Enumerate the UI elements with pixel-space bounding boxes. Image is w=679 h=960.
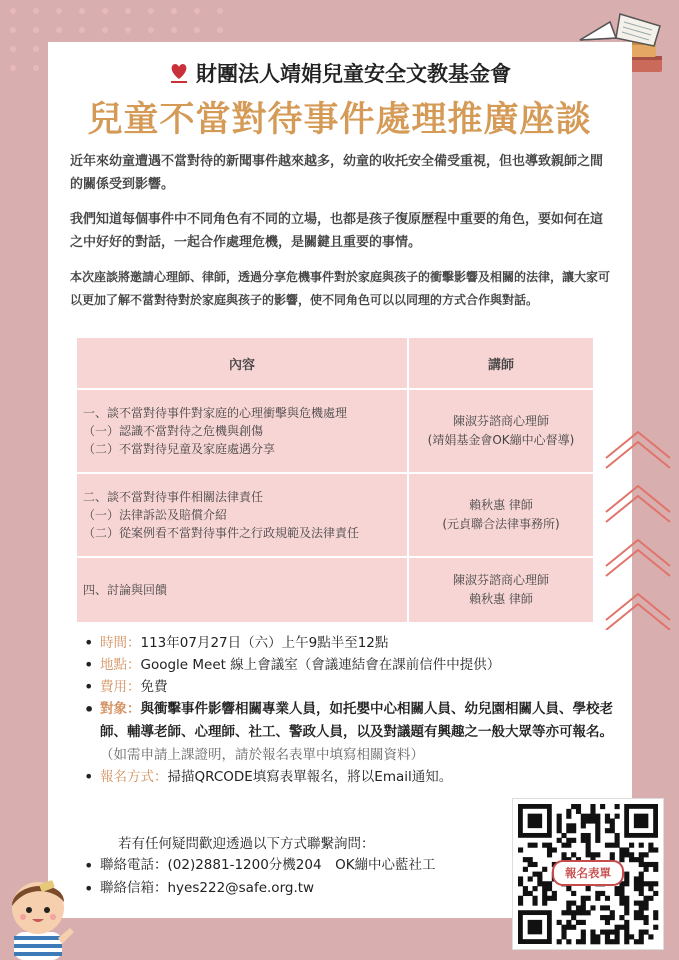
decor-dot <box>10 27 16 33</box>
decor-dot <box>217 27 223 33</box>
decor-dot <box>79 27 85 33</box>
table-row <box>76 557 594 623</box>
decor-dot <box>148 27 154 33</box>
decor-dot <box>148 8 154 14</box>
decor-dot <box>102 27 108 33</box>
speaker-line: (元貞聯合法律事務所) <box>442 517 560 531</box>
speaker-line: 賴秋惠 律師 <box>469 498 533 512</box>
contact-email[interactable]: • 聯絡信箱：hyes222@safe.org.tw <box>80 877 436 900</box>
content-line: 二、談不當對待事件相關法律責任 <box>83 490 264 504</box>
info-value: Google Meet 線上會議室（會議連結會在課前信件中提供） <box>140 657 501 673</box>
info-fee <box>80 676 620 698</box>
decor-dot <box>171 27 177 33</box>
decor-dot <box>79 8 85 14</box>
info-value: 免費 <box>140 679 168 695</box>
decor-dot <box>171 8 177 14</box>
contact-phone: • 聯絡電話：(02)2881-1200分機204 OK繃中心藍社工 <box>80 854 436 877</box>
info-signup <box>80 766 620 788</box>
content-line: （二）不當對待兒童及家庭處遇分享 <box>83 442 276 456</box>
table-header-row <box>76 337 594 389</box>
logo-heart-icon <box>168 61 190 85</box>
intro-paragraph-2: 我們知道每個事件中不同角色有不同的立場，也都是孩子復原歷程中重要的角色，要如何在這之中好好的對話，一起合作處理危機，是關鍵且重要的事情。 <box>70 212 604 250</box>
table-row <box>76 389 594 473</box>
intro-paragraph-3: 本次座談將邀請心理師、律師，透過分享危機事件對於家庭與孩子的衝擊影響及相關的法律，讓大家可以更加了解不當對待對於家庭與孩子的影響，使不同角色可以以同理的方式合作與對話。 <box>70 270 611 307</box>
info-label: 報名方式： <box>100 769 168 785</box>
speaker-line: 陳淑芬諮商心理師 <box>452 414 549 428</box>
content-line: （二）從案例看不當對待事件之行政規範及法律責任 <box>83 526 360 540</box>
decor-dot <box>217 8 223 14</box>
event-info-list <box>80 632 620 788</box>
content-line: （一）認識不當對待之危機與創傷 <box>83 424 264 438</box>
info-label: 地點： <box>100 657 141 673</box>
qr-label: 報名表單 <box>552 860 624 886</box>
decor-dot <box>33 27 39 33</box>
qr-code[interactable] <box>512 798 664 950</box>
table-cell-speaker <box>408 389 594 473</box>
table-cell-content <box>76 557 408 623</box>
certificate-note: （如需申請上課證明，請於報名表單中填寫相關資料） <box>100 747 424 763</box>
chevron-up-icon <box>603 420 673 630</box>
decor-dot <box>125 8 131 14</box>
schedule-table <box>75 336 595 624</box>
contact-list <box>80 854 436 900</box>
content-line: （一）法律訴訟及賠償介紹 <box>83 508 228 522</box>
decor-dot <box>194 27 200 33</box>
info-time <box>80 632 620 654</box>
table-cell-content <box>76 473 408 557</box>
contact-intro: 若有任何疑問歡迎透過以下方式聯繫詢問： <box>118 836 375 852</box>
table-header-content: 內容 <box>76 337 408 389</box>
org-name: 財團法人靖娟兒童安全文教基金會 <box>196 62 511 86</box>
content-line: 四、討論與回饋 <box>83 583 168 597</box>
content-line: 一、談不當對待事件對家庭的心理衝擊與危機處理 <box>83 406 348 420</box>
info-value: 掃描QRCODE填寫表單報名，將以Email通知。 <box>167 769 453 785</box>
table-cell-speaker <box>408 557 594 623</box>
table-row <box>76 473 594 557</box>
decor-dot <box>10 8 16 14</box>
decor-dot <box>102 8 108 14</box>
decor-dot <box>194 8 200 14</box>
decor-dot <box>56 8 62 14</box>
speaker-line: 賴秋惠 律師 <box>469 592 533 606</box>
info-place <box>80 654 620 676</box>
speaker-line: (靖娟基金會OK繃中心督導) <box>427 433 575 447</box>
intro-paragraph-1: 近年來幼童遭遇不當對待的新聞事件越來越多，幼童的收托安全備受重視，但也導致親師之間的關係受到影響。 <box>70 154 604 192</box>
org-header <box>0 58 679 88</box>
decor-dot <box>33 8 39 14</box>
decor-dot <box>33 46 39 52</box>
info-label: 費用： <box>100 679 141 695</box>
speaker-line: 陳淑芬諮商心理師 <box>452 573 549 587</box>
table-cell-speaker <box>408 473 594 557</box>
page-title: 兒童不當對待事件處理推廣座談 <box>87 100 592 140</box>
info-label: 對象： <box>100 701 141 717</box>
table-cell-content <box>76 389 408 473</box>
decor-dot <box>125 27 131 33</box>
decor-dot <box>10 46 16 52</box>
child-illustration <box>0 872 76 960</box>
info-value: 與衝擊事件影響相關專業人員，如托嬰中心相關人員、幼兒園相關人員、學校老師、輔導老師、心理師、社工、警政人員，以及對議題有興趣之一般大眾等亦可報名。 <box>100 701 613 740</box>
info-value: 113年07月27日（六）上午9點半至12點 <box>140 635 389 651</box>
info-target <box>80 698 620 744</box>
decor-dot <box>56 27 62 33</box>
info-label: 時間： <box>100 635 141 651</box>
table-header-speaker: 講師 <box>408 337 594 389</box>
